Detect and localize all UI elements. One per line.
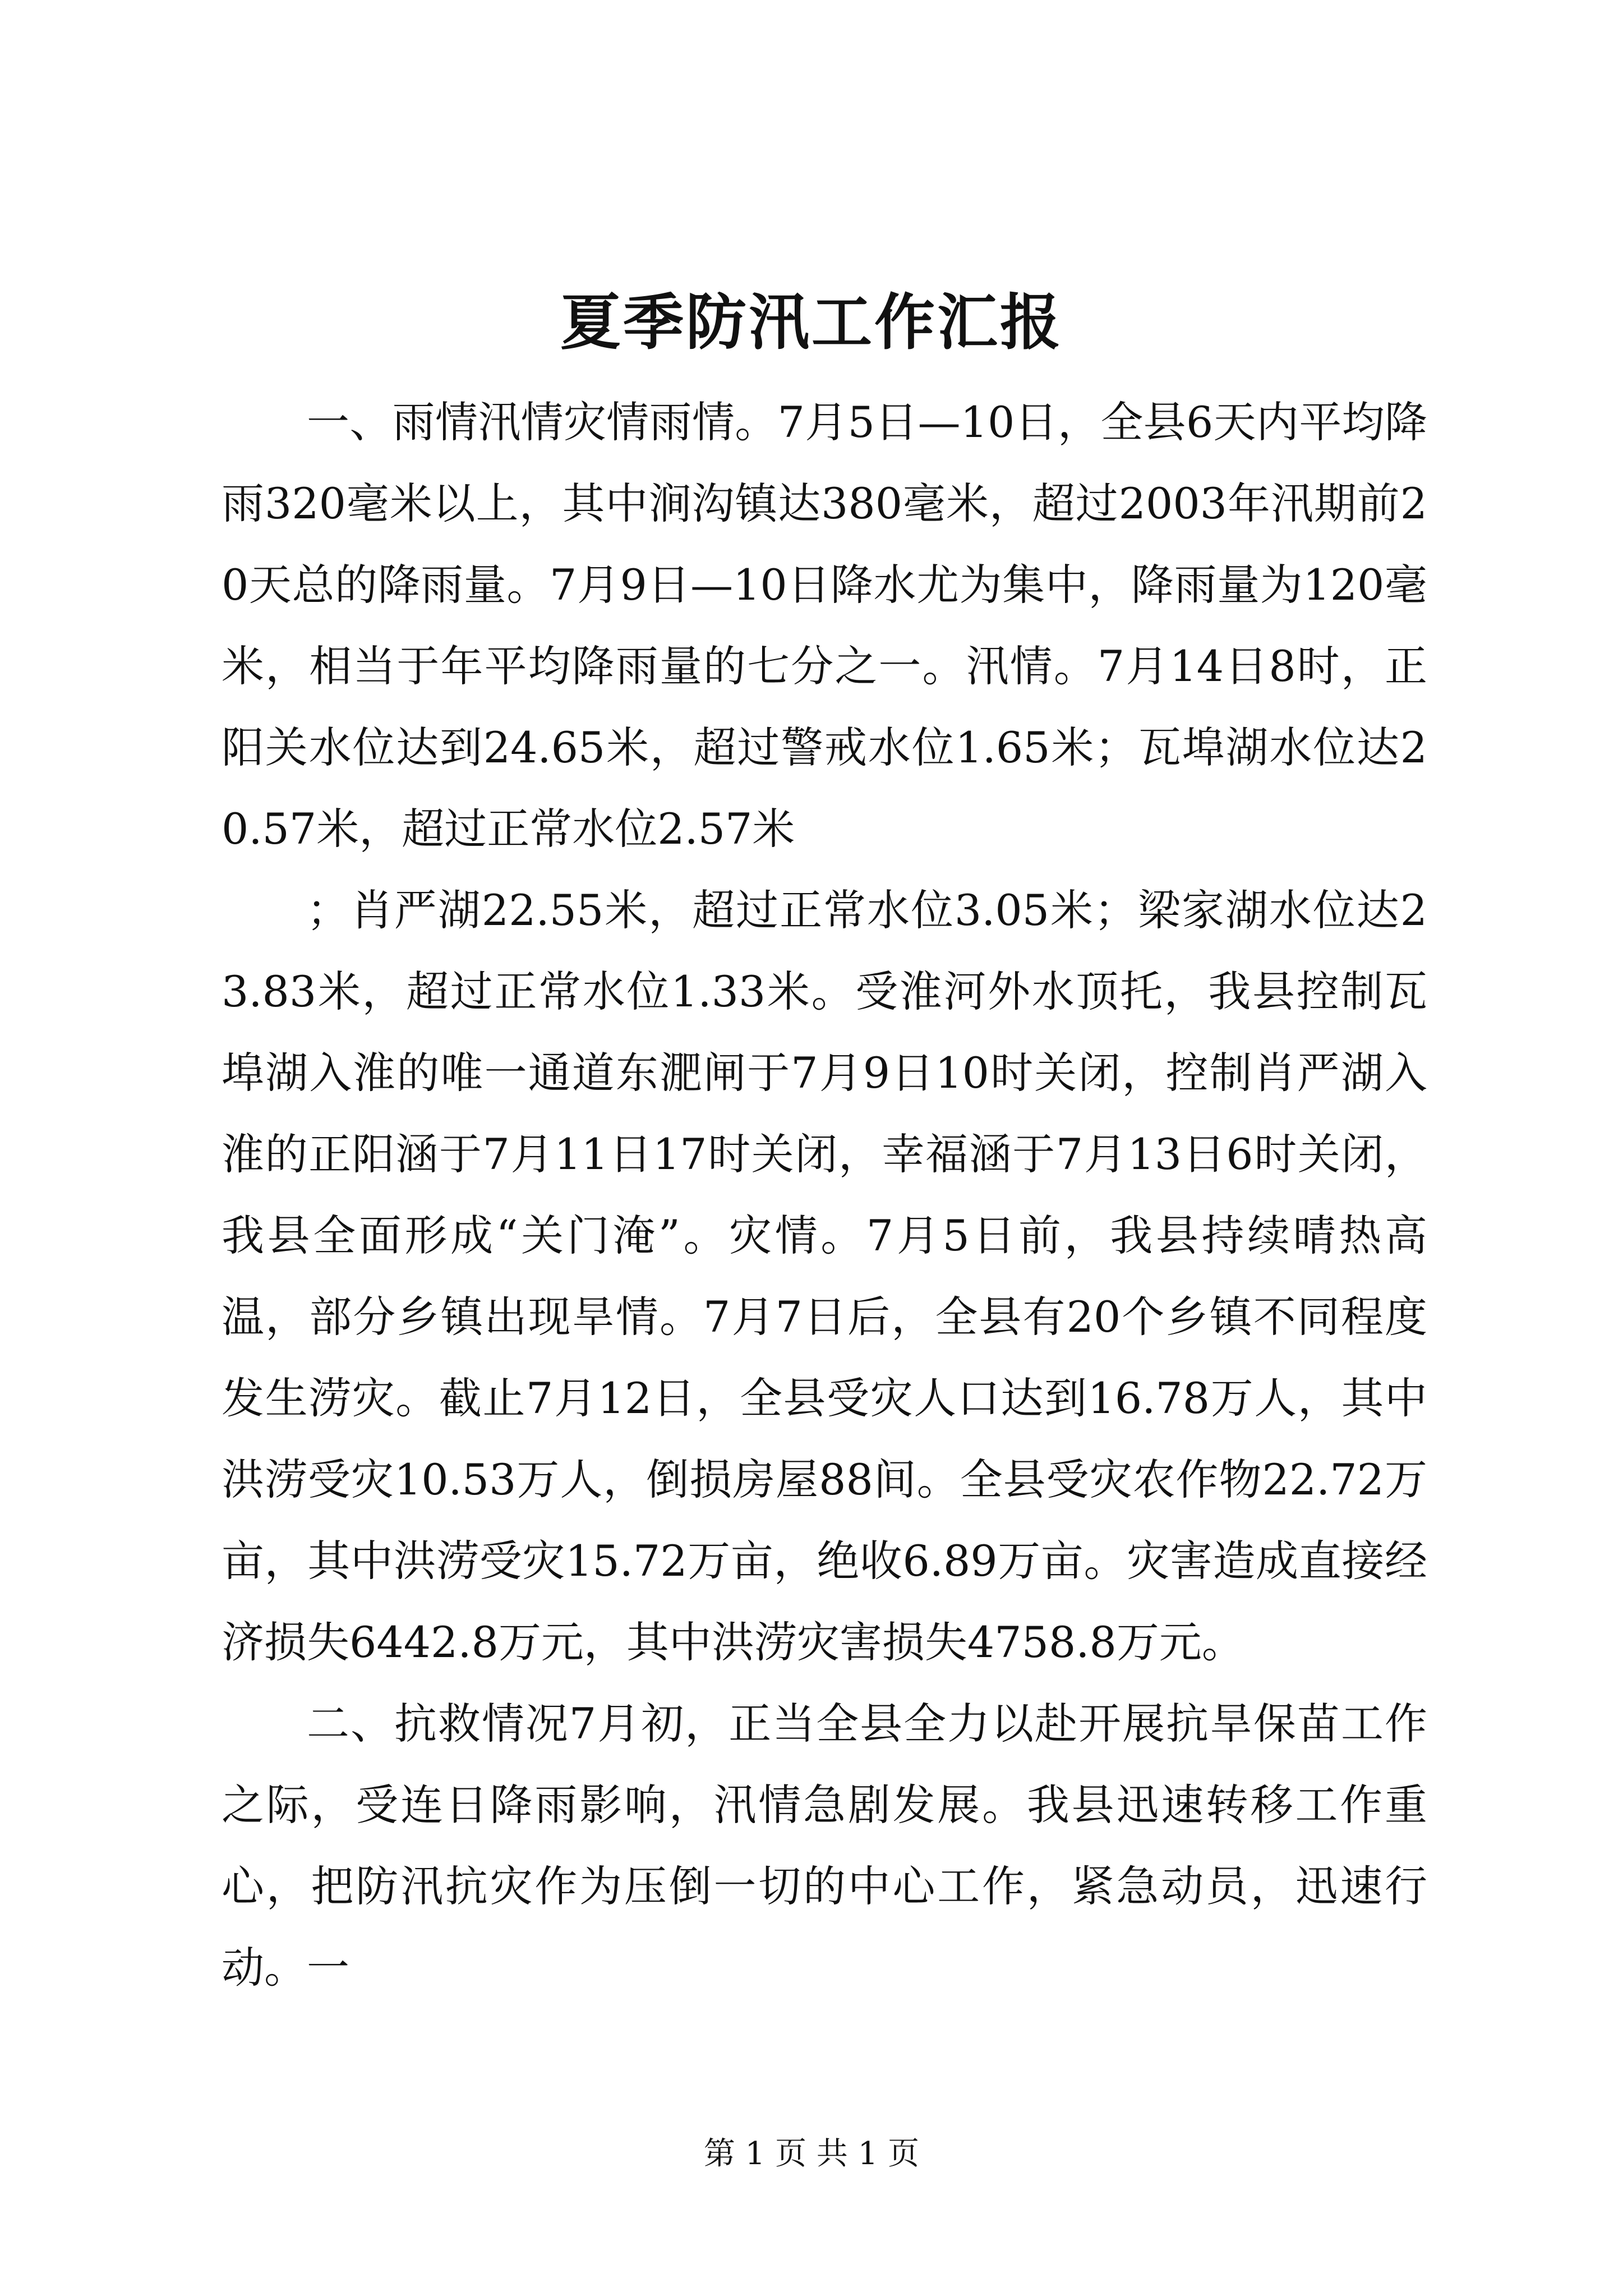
paragraph-rescue-situation: 二、抗救情况7月初，正当全县全力以赴开展抗旱保苗工作之际，受连日降雨影响，汛情急剧发展。我县迅速转移工作重心，把防汛抗灾作为压倒一切的中心工作，紧急动员，迅速行动。一 [222, 1699, 1427, 1993]
document-title: 夏季防汛工作汇报 [560, 287, 1063, 358]
paragraph-water-levels-disaster: ；肖严湖22.55米，超过正常水位3.05米；梁家湖水位达23.83米，超过正常水位1.33米。受淮河外水顶托，我县控制瓦埠湖入淮的唯一通道东淝闸于7月9日10时关闭，控制肖严湖入淮的正阳涵于7月11日17时关闭，幸福涵于7月13日6时关闭，我县全面形成“关门淹”。灾情。7月5日前，我县持续晴热高温，部分乡镇出现旱情。7月7日后，全县有20个乡镇不同程度发生涝灾。截止7月12日，全县受灾人口达到16.78万人，其中洪涝受灾10.53万人，倒损房屋88间。全县受灾农作物22.72万亩，其中洪涝受灾15.72万亩，绝收6.89万亩。灾害造成直接经济损失6442.8万元，其中洪涝灾害损失4758.8万元。 [222, 885, 1427, 1667]
document-body [222, 381, 1427, 2008]
paragraph-rain-flood-disaster: 一、雨情汛情灾情雨情。7月5日—10日，全县6天内平均降雨320毫米以上，其中涧沟镇达380毫米，超过2003年汛期前20天总的降雨量。7月9日—10日降水尤为集中，降雨量为120毫米，相当于年平均降雨量的七分之一。汛情。7月14日8时，正阳关水位达到24.65米，超过警戒水位1.65米；瓦埠湖水位达20.57米，超过正常水位2.57米 [222, 397, 1427, 854]
page-footer: 第 1 页 共 1 页 [703, 2136, 920, 2172]
